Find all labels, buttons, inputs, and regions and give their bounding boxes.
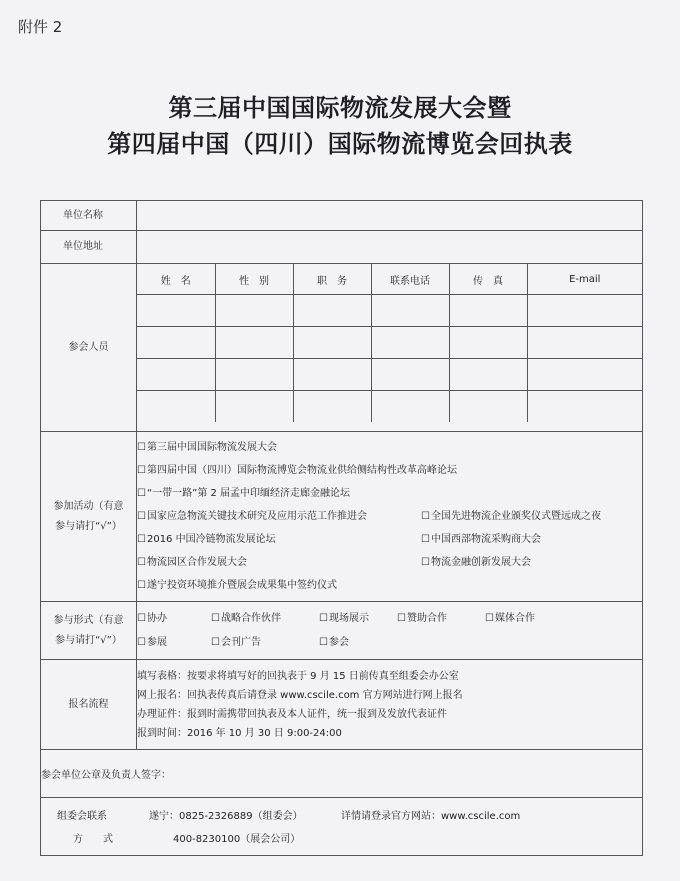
activity-label: 第四届中国（四川）国际物流博览会物流业供给侧结构性改革高峰论坛 xyxy=(146,465,457,476)
header-email: E-mail xyxy=(527,264,642,295)
participant-cell[interactable] xyxy=(215,391,293,423)
registration-process-steps xyxy=(137,660,643,750)
activity-option[interactable] xyxy=(137,436,642,459)
activities-label xyxy=(41,432,137,602)
participant-row xyxy=(137,295,642,327)
activity-label: “一带一路”第 2 届孟中印缅经济走廊金融论坛 xyxy=(146,488,351,499)
participant-cell[interactable] xyxy=(371,295,449,327)
form-option-label: 协办 xyxy=(146,612,167,624)
participant-cell[interactable] xyxy=(527,327,642,359)
participant-row xyxy=(137,359,642,391)
participant-cell[interactable] xyxy=(293,359,371,391)
checkbox-icon[interactable]: ☐ xyxy=(421,534,430,545)
participant-cell[interactable] xyxy=(449,359,527,391)
form-option-label: 参会 xyxy=(328,636,349,648)
activity-label: 遂宁投资环境推介暨展会成果集中签约仪式 xyxy=(146,580,337,591)
form-option-label: 战略合作伙伴 xyxy=(220,612,281,624)
process-step: 报到时间：2016 年 10 月 30 日 9:00-24:00 xyxy=(137,727,342,739)
checkbox-icon[interactable]: ☐ xyxy=(137,442,146,453)
registration-process-label: 报名流程 xyxy=(41,660,137,750)
form-title-line-1: 第三届中国国际物流发展大会暨 xyxy=(168,93,512,122)
form-option[interactable] xyxy=(397,607,447,631)
signature-row xyxy=(41,750,643,798)
checkbox-icon[interactable]: ☐ xyxy=(319,612,328,624)
participant-cell[interactable] xyxy=(371,391,449,423)
participant-cell[interactable] xyxy=(137,391,215,423)
form-option-label: 赞助合作 xyxy=(406,612,447,624)
contact-info xyxy=(41,798,643,856)
contact-phone-1: 遂宁：0825-2326889（组委会） xyxy=(149,811,303,822)
header-gender: 性 别 xyxy=(215,264,293,295)
form-option-label: 参展 xyxy=(146,636,167,648)
participation-forms-list xyxy=(137,602,643,660)
participant-cell[interactable] xyxy=(137,295,215,327)
process-step: 填写表格：按要求将填写好的回执表于 9 月 15 日前传真至组委会办公室 xyxy=(137,670,459,682)
unit-name-label: 单位名称 xyxy=(41,201,137,231)
form-option-label: 媒体合作 xyxy=(494,612,535,624)
forms-label-line-1: 参与形式（有意 xyxy=(53,614,124,626)
activities-label-line-1: 参加活动（有意 xyxy=(53,500,124,512)
participants-row xyxy=(41,264,643,432)
activity-option[interactable] xyxy=(137,459,642,482)
unit-address-row xyxy=(41,231,643,264)
activity-option-pair xyxy=(137,528,642,551)
activity-label: 2016 中国冷链物流发展论坛 xyxy=(146,534,276,545)
participant-row xyxy=(137,391,642,423)
participant-cell[interactable] xyxy=(527,295,642,327)
participants-header-row xyxy=(137,264,642,295)
checkbox-icon[interactable]: ☐ xyxy=(137,580,146,591)
form-option[interactable] xyxy=(137,631,167,655)
participant-cell[interactable] xyxy=(215,327,293,359)
participant-cell[interactable] xyxy=(371,359,449,391)
forms-label-line-2: 参与请打“√”） xyxy=(55,634,122,646)
signature-label: 参会单位公章及负责人签字： xyxy=(41,770,171,781)
participant-cell[interactable] xyxy=(215,295,293,327)
participant-row xyxy=(137,327,642,359)
header-position: 职 务 xyxy=(293,264,371,295)
header-fax: 传 真 xyxy=(449,264,527,295)
activities-label-line-2: 参与请打“√”） xyxy=(55,520,122,532)
form-option[interactable] xyxy=(211,607,281,631)
activity-label: 物流园区合作发展大会 xyxy=(146,557,247,568)
unit-name-row xyxy=(41,201,643,231)
form-option-label: 现场展示 xyxy=(328,612,369,624)
activity-option-pair xyxy=(137,551,642,574)
unit-address-field[interactable] xyxy=(137,231,643,264)
participant-cell[interactable] xyxy=(449,327,527,359)
activity-option[interactable] xyxy=(137,482,642,505)
activity-option[interactable] xyxy=(421,551,531,574)
participant-cell[interactable] xyxy=(137,359,215,391)
activity-option[interactable] xyxy=(421,528,541,551)
activity-label: 物流金融创新发展大会 xyxy=(430,557,531,568)
checkbox-icon[interactable]: ☐ xyxy=(137,488,146,499)
activity-option[interactable] xyxy=(137,534,276,545)
checkbox-icon[interactable]: ☐ xyxy=(137,465,146,476)
activity-option[interactable] xyxy=(421,505,601,528)
participant-cell[interactable] xyxy=(137,327,215,359)
checkbox-icon[interactable]: ☐ xyxy=(137,534,146,545)
checkbox-icon[interactable]: ☐ xyxy=(421,557,430,568)
activity-option[interactable] xyxy=(137,574,642,597)
checkbox-icon[interactable]: ☐ xyxy=(137,511,146,522)
participation-forms-row xyxy=(41,602,643,660)
form-title-line-2: 第四届中国（四川）国际物流博览会回执表 xyxy=(107,129,573,158)
contact-row xyxy=(41,798,643,856)
activity-label: 国家应急物流关键技术研究及应用示范工作推进会 xyxy=(146,511,367,522)
form-option[interactable] xyxy=(211,631,261,655)
activity-label: 中国西部物流采购商大会 xyxy=(430,534,541,545)
checkbox-icon[interactable]: ☐ xyxy=(137,636,146,648)
contact-label-line-2: 方 式 xyxy=(73,834,113,845)
attachment-label: 附件 2 xyxy=(18,18,63,36)
checkbox-icon[interactable]: ☐ xyxy=(485,612,494,624)
activity-option[interactable] xyxy=(137,557,247,568)
checkbox-icon[interactable]: ☐ xyxy=(319,636,328,648)
form-option[interactable] xyxy=(319,631,349,655)
participant-cell[interactable] xyxy=(527,359,642,391)
contact-website[interactable]: 详情请登录官方网站：www.cscile.com xyxy=(341,811,521,822)
form-option[interactable] xyxy=(137,607,167,631)
signature-field[interactable] xyxy=(41,750,643,798)
form-option-label: 会刊广告 xyxy=(220,636,261,648)
participant-cell[interactable] xyxy=(293,327,371,359)
activities-list xyxy=(137,432,643,602)
participant-cell[interactable] xyxy=(449,295,527,327)
unit-name-field[interactable] xyxy=(137,201,643,231)
checkbox-icon[interactable]: ☐ xyxy=(211,612,220,624)
checkbox-icon[interactable]: ☐ xyxy=(137,557,146,568)
activity-label: 第三届中国国际物流发展大会 xyxy=(146,442,277,453)
activities-row xyxy=(41,432,643,602)
checkbox-icon[interactable]: ☐ xyxy=(137,612,146,624)
form-option[interactable] xyxy=(319,607,369,631)
registration-process-row xyxy=(41,660,643,750)
form-option[interactable] xyxy=(485,607,535,631)
registration-form-table xyxy=(40,200,643,856)
activity-option-pair xyxy=(137,505,642,528)
unit-address-label: 单位地址 xyxy=(41,231,137,264)
checkbox-icon[interactable]: ☐ xyxy=(397,612,406,624)
header-phone: 联系电话 xyxy=(371,264,449,295)
checkbox-icon[interactable]: ☐ xyxy=(211,636,220,648)
participant-cell[interactable] xyxy=(293,295,371,327)
participation-forms-label xyxy=(41,602,137,660)
participant-cell[interactable] xyxy=(527,391,642,423)
participant-cell[interactable] xyxy=(215,359,293,391)
activity-option[interactable] xyxy=(137,511,367,522)
checkbox-icon[interactable]: ☐ xyxy=(421,511,430,522)
activity-label: 全国先进物流企业颁奖仪式暨远成之夜 xyxy=(430,511,601,522)
participant-cell[interactable] xyxy=(293,391,371,423)
participant-cell[interactable] xyxy=(371,327,449,359)
process-step: 网上报名：回执表传真后请登录 www.cscile.com 官方网站进行网上报名 xyxy=(137,689,463,701)
process-step: 办理证件：报到时需携带回执表及本人证件，统一报到及发放代表证件 xyxy=(137,708,447,720)
contact-label-line-1: 组委会联系 xyxy=(57,811,107,822)
participants-table xyxy=(137,264,642,422)
header-name: 姓 名 xyxy=(137,264,215,295)
participant-cell[interactable] xyxy=(449,391,527,423)
contact-phone-2: 400-8230100（展会公司） xyxy=(173,834,301,845)
participants-label: 参会人员 xyxy=(41,264,137,432)
